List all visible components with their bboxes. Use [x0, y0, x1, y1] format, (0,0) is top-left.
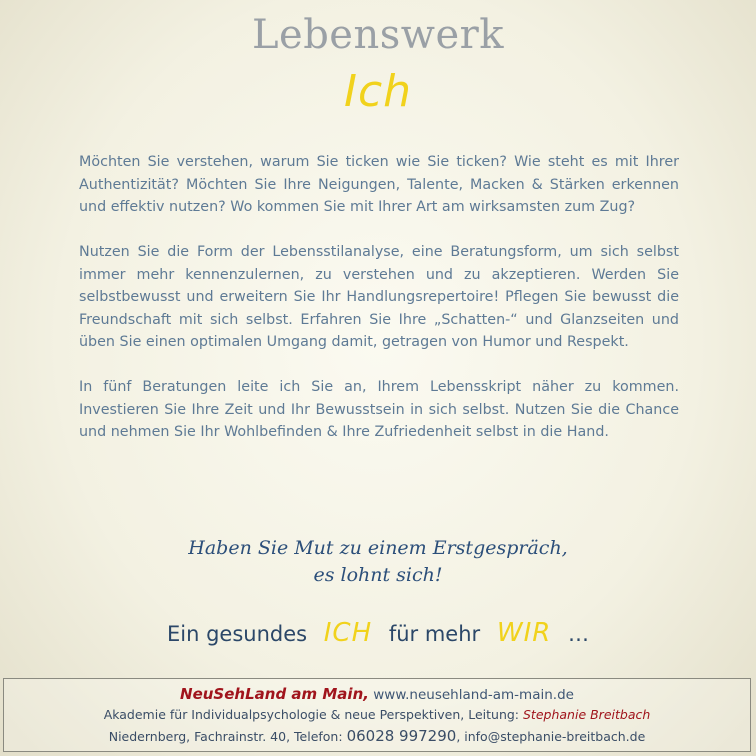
website-link[interactable]: www.neusehland-am-main.de — [373, 687, 574, 703]
body-text — [79, 151, 679, 466]
email-link[interactable]: , info@stephanie-breitbach.de — [456, 729, 646, 744]
slogan — [0, 618, 756, 648]
footer-line-3 — [4, 725, 750, 748]
slogan-part-1: Ein gesundes — [166, 622, 308, 646]
cta-line-2: es lohnt sich! — [313, 564, 443, 586]
footer-contact-box — [3, 678, 751, 752]
cta-line-1: Haben Sie Mut zu einem Erstgespräch, — [188, 537, 568, 559]
paragraph-sessions: In fünf Beratungen leite ich Sie an, Ihrem Lebensskript näher zu kommen. Investieren Sie Ihre Zeit und Ihr Bewusstsein in sich selbst. Nutzen Sie die Chance und nehmen Sie Ihr Wohlbefinden & Ihre Zufriedenheit selbst in die Hand. — [79, 379, 679, 440]
paragraph-method: Nutzen Sie die Form der Lebensstilanalyse, eine Beratungsform, um sich selbst immer mehr kennenzulernen, zu verstehen und zu akzeptieren. Werden Sie selbstbewusst und erweitern Sie Ihr Handlungsrepertoire! Pflegen Sie bewusst die Freundschaft mit sich selbst. Erfahren Sie Ihre „Schatten-“ und Glanzseiten und üben Sie einen optimalen Umgang damit, getragen von Humor und Respekt. — [79, 244, 679, 350]
call-to-action — [0, 535, 756, 589]
paragraph-intro: Möchten Sie verstehen, warum Sie ticken wie Sie ticken? Wie steht es mit Ihrer Authentizität? Möchten Sie Ihre Neigungen, Talente, Macken & Stärken erkennen und effektiv nutzen? Wo kommen Sie mit Ihrer Art am wirksamsten zum Zug? — [79, 154, 679, 215]
page-title: Lebenswerk — [251, 12, 505, 58]
slogan-highlight-wir: WIR — [496, 618, 552, 648]
slogan-part-2: für mehr — [388, 622, 481, 646]
slogan-highlight-ich: ICH — [323, 618, 373, 648]
director-name: Stephanie Breitbach — [523, 707, 651, 722]
address-text: Niedernberg, Fachrainstr. 40, Telefon: — [108, 729, 343, 744]
slogan-ellipsis: … — [568, 622, 589, 646]
phone-number[interactable]: 06028 997290 — [346, 727, 457, 745]
academy-description: Akademie für Individualpsychologie & neue Perspektiven, Leitung: — [103, 707, 520, 722]
footer-line-1 — [4, 684, 750, 705]
footer-line-2 — [4, 705, 750, 725]
page-subtitle: Ich — [343, 66, 413, 117]
brand-name: NeuSehLand am Main, — [180, 685, 369, 703]
